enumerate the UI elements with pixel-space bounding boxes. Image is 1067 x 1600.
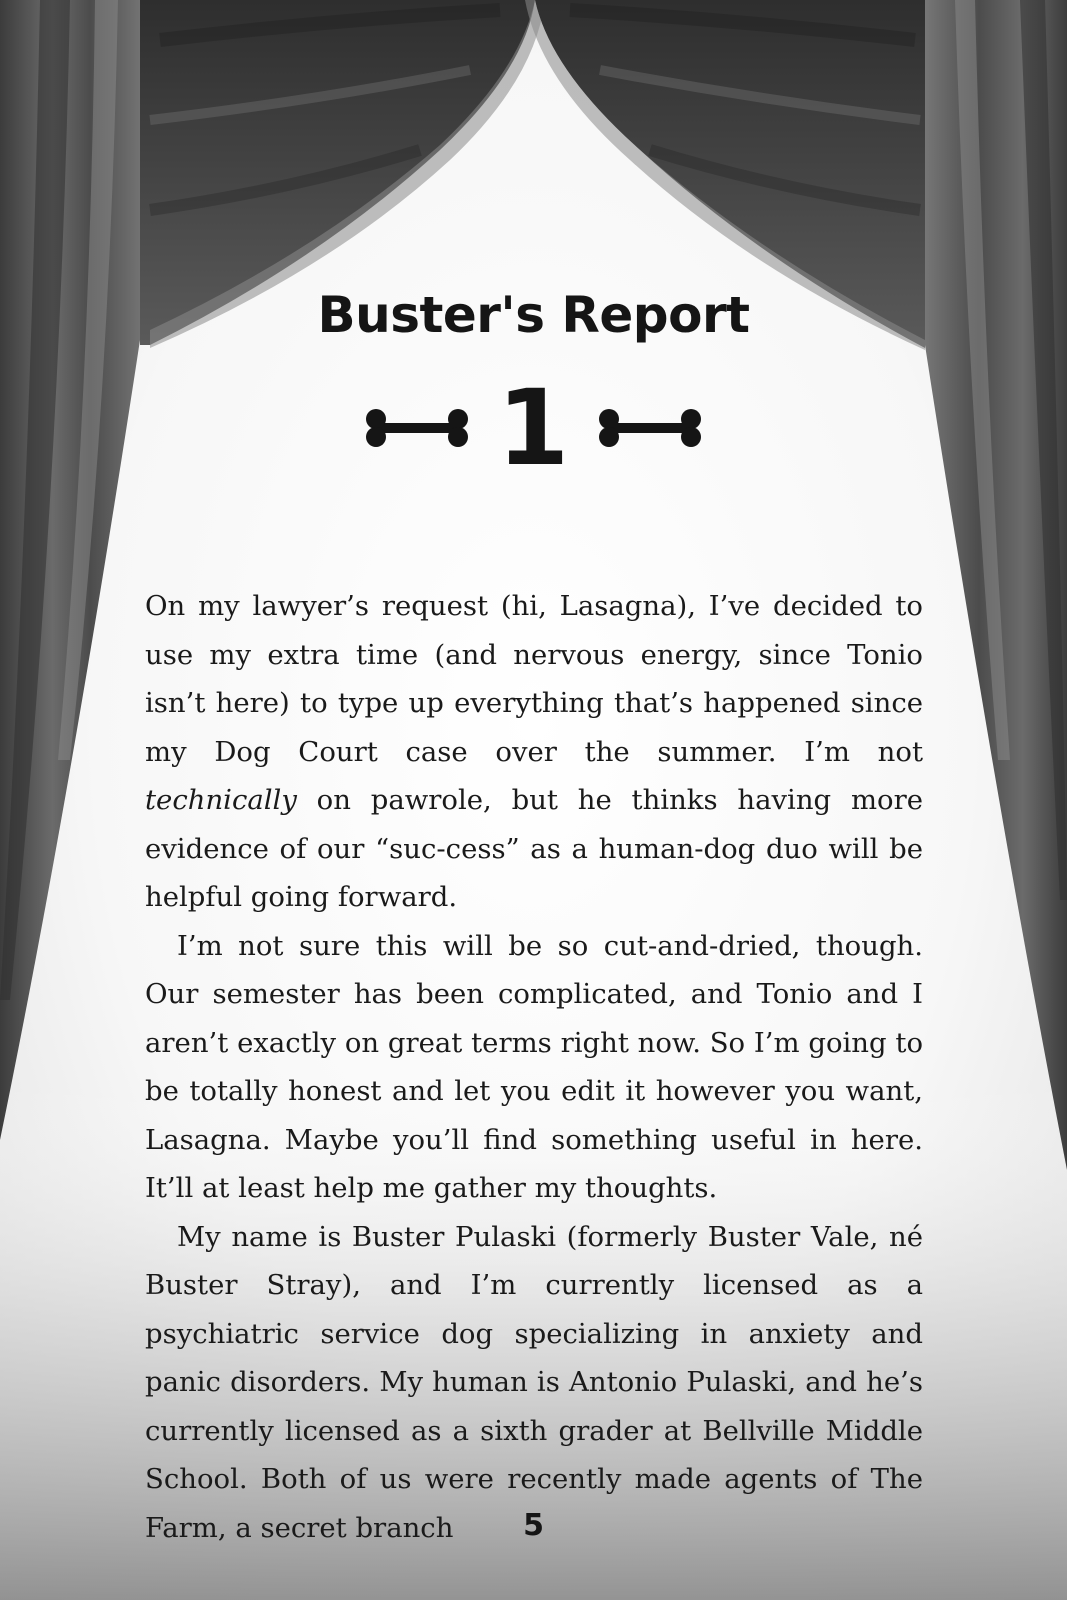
dog-bone-icon <box>597 406 703 450</box>
chapter-number-row <box>0 368 1067 488</box>
body-text <box>145 582 923 1552</box>
page-number: 5 <box>523 1508 544 1543</box>
paragraph-text: on pawrole, but he thinks having more evidence of our “suc-cess” as a human-dog duo will be helpful going forward. <box>145 784 923 913</box>
paragraph: My name is Buster Pulaski (formerly Buster Vale, né Buster Stray), and I’m currently licensed as a psychiatric service dog specializing in anxiety and panic disorders. My human is Antonio Pulaski, and he’s currently licensed as a sixth grader at Bellville Middle School. Both of us were recently made agents of The Farm, a secret branch <box>145 1220 923 1544</box>
dog-bone-icon <box>364 406 470 450</box>
chapter-title: Buster's Report <box>317 286 750 344</box>
paragraph <box>145 582 923 922</box>
paragraph-text: On my lawyer’s request (hi, Lasagna), I’ve decided to use my extra time (and nervous energy, since Tonio isn’t here) to type up everything that’s happened since my Dog Court case over the summer. I’m not <box>145 590 923 768</box>
paragraph: I’m not sure this will be so cut-and-dried, though. Our semester has been complicated, and Tonio and I aren’t exactly on great terms right now. So I’m going to be totally honest and let you edit it however you want, Lasagna. Maybe you’ll find something useful in here. It’ll at least help me gather my thoughts. <box>145 929 923 1204</box>
chapter-number: 1 <box>496 367 570 489</box>
emphasized-word: technically <box>145 784 297 816</box>
